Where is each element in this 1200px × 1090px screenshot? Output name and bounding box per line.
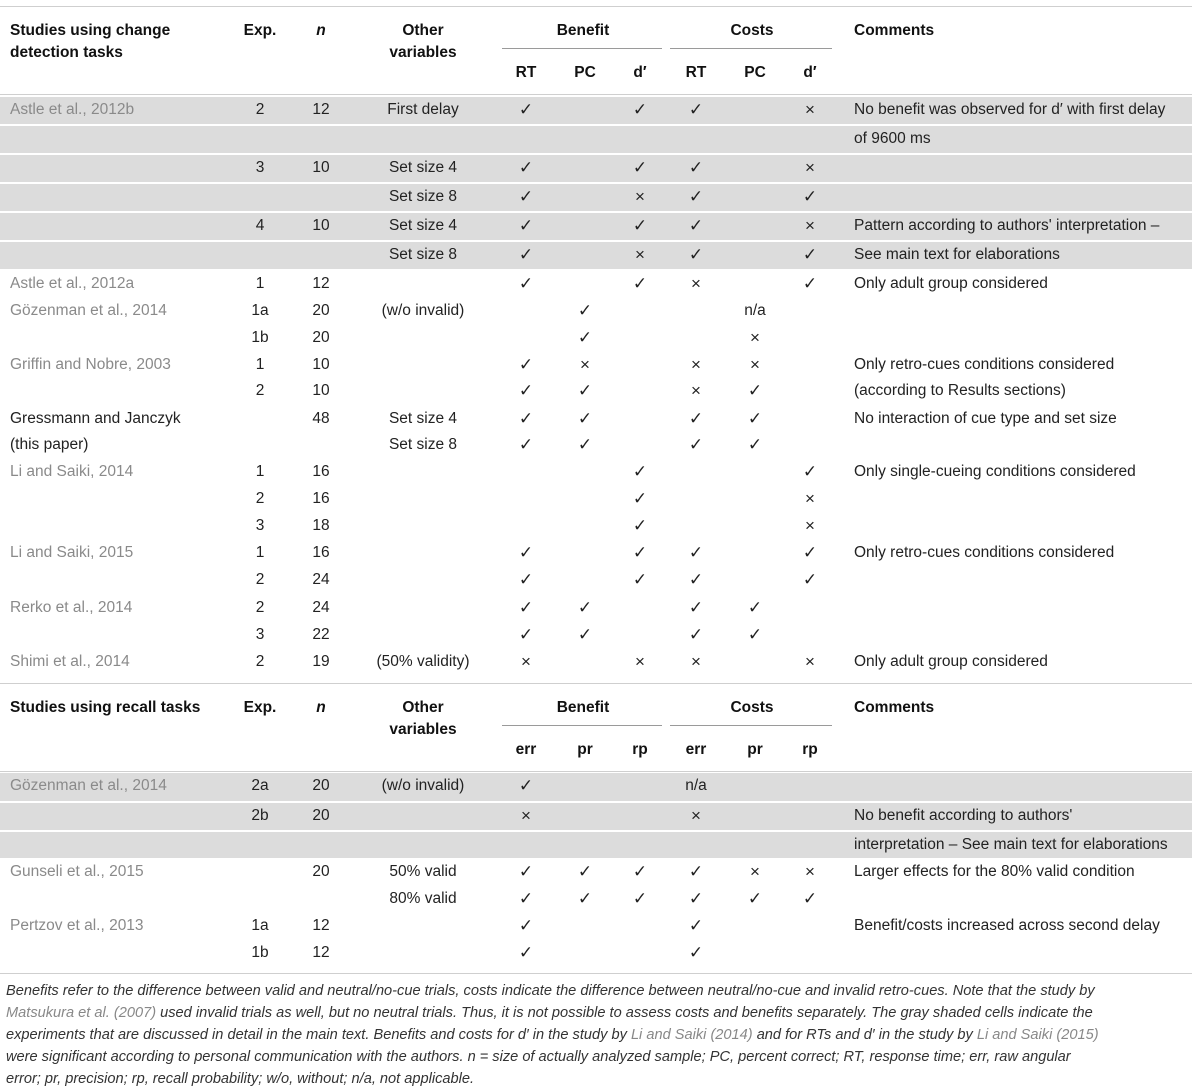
recall-benefit-underline (502, 725, 662, 726)
footnote-text: experiments that are discussed in detail in the main text. Benefits and costs for d′ in the study by (6, 1027, 631, 1043)
check-icon: ✓ (577, 328, 593, 347)
check-icon: ✓ (632, 462, 648, 481)
check-icon: ✓ (518, 381, 534, 400)
check-icon: ✓ (688, 409, 704, 428)
footnote-text: were significant according to personal communication with the authors. n = size of actually analyzed sample; PC, percent correct; RT, response time; err, raw angular (6, 1049, 1071, 1065)
check-icon: ✓ (802, 543, 818, 562)
cd-cell-n: 10 (312, 382, 330, 399)
cd-cell-other: Set size 8 (388, 246, 458, 263)
cross-icon: × (805, 862, 815, 881)
check-icon: ✓ (747, 598, 763, 617)
recall-cell-exp: 2a (251, 777, 269, 794)
cd-costs-underline (670, 48, 832, 49)
recall-subheader-2: rp (632, 741, 648, 758)
cd-cell-comment: No interaction of cue type and set size (854, 410, 1117, 427)
citation-link[interactable]: Matsukura et al. (2007) (6, 1005, 157, 1021)
cross-icon: × (750, 328, 760, 347)
cd-cell-exp: 1b (251, 329, 269, 346)
check-icon: ✓ (518, 158, 534, 177)
check-icon: ✓ (518, 598, 534, 617)
cd-cell-other: (50% validity) (376, 653, 470, 670)
cross-icon: × (635, 245, 645, 264)
table-footnote (6, 980, 1192, 1090)
cross-icon: × (635, 187, 645, 206)
check-icon: ✓ (632, 216, 648, 235)
cross-icon: × (691, 652, 701, 671)
cd-cell-comment: Only adult group considered (854, 275, 1048, 292)
cd-top-rule (0, 6, 1192, 7)
check-icon: ✓ (747, 435, 763, 454)
check-icon: ✓ (688, 543, 704, 562)
cd-cell-comment: Pattern according to authors' interpretation – (854, 217, 1160, 234)
cd-cell-other: Set size 8 (388, 188, 458, 205)
recall-header-exp: Exp. (243, 699, 277, 716)
cd-cell-n: 16 (312, 463, 330, 480)
cd-cell-comment: Only retro-cues conditions considered (854, 544, 1115, 561)
check-icon: ✓ (688, 216, 704, 235)
recall-subheader-5: rp (802, 741, 818, 758)
cross-icon: × (750, 355, 760, 374)
recall-cell-n: 12 (312, 944, 330, 961)
check-icon: ✓ (577, 889, 593, 908)
check-icon: ✓ (518, 943, 534, 962)
check-icon: ✓ (577, 435, 593, 454)
cd-cell-other: Set size 8 (388, 436, 458, 453)
recall-cell-exp: 1b (251, 944, 269, 961)
recall-costs-underline (670, 725, 832, 726)
cd-cell-study: Li and Saiki, 2015 (10, 544, 134, 561)
cross-icon: × (805, 489, 815, 508)
check-icon: ✓ (518, 187, 534, 206)
cd-cell-n: 22 (312, 626, 330, 643)
check-icon: ✓ (577, 598, 593, 617)
cross-icon: × (805, 100, 815, 119)
recall-cell-n: 20 (312, 777, 330, 794)
recall-cell-comment: No benefit according to authors' (854, 807, 1073, 824)
cd-cell-comment: No benefit was observed for d′ with first delay (854, 101, 1166, 118)
cd-cell-exp: 2 (255, 599, 265, 616)
cd-header-benefit: Benefit (556, 22, 610, 39)
cd-cell-exp: 1 (255, 544, 265, 561)
cd-cell-comment: Only retro-cues conditions considered (854, 356, 1115, 373)
cd-cell-study: Gressmann and Janczyk (10, 410, 181, 427)
cd-subheader-2: d′ (633, 64, 647, 81)
check-icon: ✓ (518, 889, 534, 908)
recall-cell-exp: 1a (251, 917, 269, 934)
cd-cell-exp: 1 (255, 356, 265, 373)
recall-header-costs: Costs (730, 699, 774, 716)
cd-subheader-5: d′ (803, 64, 817, 81)
cd-cell-n: 19 (312, 653, 330, 670)
cd-cell-exp: 3 (255, 517, 265, 534)
check-icon: ✓ (688, 570, 704, 589)
recall-shaded-row (0, 773, 1192, 801)
recall-header-n: n (316, 699, 326, 716)
cd-cell-n: 10 (312, 356, 330, 373)
check-icon: ✓ (632, 274, 648, 293)
cd-cell-study: Astle et al., 2012b (10, 101, 135, 118)
cd-header-exp: Exp. (243, 22, 277, 39)
table-bottom-rule (0, 973, 1192, 974)
recall-subheader-3: err (685, 741, 707, 758)
check-icon: ✓ (632, 862, 648, 881)
recall-top-rule (0, 683, 1192, 684)
check-icon: ✓ (518, 409, 534, 428)
check-icon: ✓ (688, 187, 704, 206)
check-icon: ✓ (688, 862, 704, 881)
check-icon: ✓ (632, 889, 648, 908)
cd-cell-study: Rerko et al., 2014 (10, 599, 133, 616)
cd-cell-exp: 1 (255, 463, 265, 480)
recall-header-comments: Comments (854, 699, 935, 716)
check-icon: ✓ (688, 100, 704, 119)
cd-header-comments: Comments (854, 22, 935, 39)
check-icon: ✓ (518, 570, 534, 589)
cd-cell-exp: 4 (255, 217, 265, 234)
cd-cell-na: n/a (744, 302, 766, 319)
cd-cell-n: 10 (312, 217, 330, 234)
cd-cell-comment: (according to Results sections) (854, 382, 1066, 399)
cross-icon: × (691, 806, 701, 825)
recall-cell-n: 12 (312, 917, 330, 934)
cross-icon: × (805, 652, 815, 671)
check-icon: ✓ (518, 355, 534, 374)
cd-subheader-3: RT (685, 64, 707, 81)
cd-cell-exp: 1a (251, 302, 269, 319)
cd-cell-comment: of 9600 ms (854, 130, 931, 147)
citation-link[interactable]: Li and Saiki (2014) (630, 1027, 753, 1043)
cd-cell-n: 24 (312, 571, 330, 588)
cross-icon: × (805, 516, 815, 535)
recall-cell-n: 20 (312, 807, 330, 824)
check-icon: ✓ (518, 916, 534, 935)
recall-cell-comment: Benefit/costs increased across second delay (854, 917, 1160, 934)
recall-cell-n: 20 (312, 863, 330, 880)
recall-cell-comment: Larger effects for the 80% valid condition (854, 863, 1135, 880)
cd-cell-other: (w/o invalid) (381, 302, 465, 319)
cd-cell-comment: Only single-cueing conditions considered (854, 463, 1136, 480)
check-icon: ✓ (518, 216, 534, 235)
recall-subheader-4: pr (747, 741, 763, 758)
check-icon: ✓ (802, 889, 818, 908)
cd-cell-study: Griffin and Nobre, 2003 (10, 356, 171, 373)
cd-cell-exp: 1 (255, 275, 265, 292)
cd-cell-study: Shimi et al., 2014 (10, 653, 130, 670)
cd-cell-n: 16 (312, 544, 330, 561)
check-icon: ✓ (577, 381, 593, 400)
check-icon: ✓ (632, 516, 648, 535)
recall-header-other: Other variables (389, 699, 457, 738)
recall-subheader-0: err (515, 741, 537, 758)
check-icon: ✓ (632, 543, 648, 562)
cross-icon: × (580, 355, 590, 374)
check-icon: ✓ (518, 543, 534, 562)
cd-shaded-row (0, 155, 1192, 182)
cd-cell-n: 12 (312, 275, 330, 292)
cd-cell-study: (this paper) (10, 436, 89, 453)
check-icon: ✓ (577, 625, 593, 644)
cd-cell-other: Set size 4 (388, 410, 458, 427)
cd-cell-exp: 2 (255, 101, 265, 118)
cd-benefit-underline (502, 48, 662, 49)
cd-subheader-4: PC (744, 64, 766, 81)
cross-icon: × (691, 274, 701, 293)
check-icon: ✓ (688, 889, 704, 908)
check-icon: ✓ (518, 100, 534, 119)
cd-cell-study: Li and Saiki, 2014 (10, 463, 134, 480)
cross-icon: × (805, 158, 815, 177)
recall-header-rule (0, 771, 1192, 772)
check-icon: ✓ (518, 435, 534, 454)
check-icon: ✓ (802, 245, 818, 264)
cd-cell-n: 24 (312, 599, 330, 616)
cd-cell-exp: 2 (255, 653, 265, 670)
cross-icon: × (691, 381, 701, 400)
check-icon: ✓ (802, 570, 818, 589)
cd-cell-other: Set size 4 (388, 159, 458, 176)
check-icon: ✓ (747, 381, 763, 400)
check-icon: ✓ (802, 274, 818, 293)
cd-subheader-0: RT (515, 64, 537, 81)
check-icon: ✓ (688, 598, 704, 617)
cd-cell-exp: 3 (255, 159, 265, 176)
check-icon: ✓ (747, 889, 763, 908)
check-icon: ✓ (577, 301, 593, 320)
check-icon: ✓ (802, 187, 818, 206)
cd-cell-n: 10 (312, 159, 330, 176)
recall-cell-study: Pertzov et al., 2013 (10, 917, 144, 934)
cd-cell-n: 20 (312, 302, 330, 319)
recall-cell-study: Gunseli et al., 2015 (10, 863, 144, 880)
check-icon: ✓ (632, 100, 648, 119)
cd-header-other: Other variables (389, 22, 457, 61)
footnote-text: Benefits refer to the difference between valid and neutral/no-cue trials, costs indicate the difference between neutral/no-cue and invalid retro-cues. Note that the study by (6, 983, 1095, 999)
recall-subheader-1: pr (577, 741, 593, 758)
cd-cell-n: 20 (312, 329, 330, 346)
cd-header-costs: Costs (730, 22, 774, 39)
citation-link[interactable]: Li and Saiki (2015) (976, 1027, 1099, 1043)
footnote-text: error; pr, precision; rp, recall probability; w/o, without; n/a, not applicable. (6, 1071, 475, 1087)
cross-icon: × (521, 652, 531, 671)
cd-cell-exp: 2 (255, 382, 265, 399)
check-icon: ✓ (688, 158, 704, 177)
cd-cell-comment: Only adult group considered (854, 653, 1048, 670)
check-icon: ✓ (518, 245, 534, 264)
recall-cell-other: (w/o invalid) (381, 777, 465, 794)
cd-shaded-row (0, 126, 1192, 153)
footnote-text: used invalid trials as well, but no neutral trials. Thus, it is not possible to assess costs and benefits separately. The gray shaded cells indicate the (156, 1005, 1093, 1021)
cd-cell-study: Gözenman et al., 2014 (10, 302, 167, 319)
recall-cell-comment: interpretation – See main text for elaborations (854, 836, 1168, 853)
check-icon: ✓ (518, 862, 534, 881)
cd-header-study: Studies using change detection tasks (10, 22, 171, 61)
cd-cell-exp: 2 (255, 571, 265, 588)
recall-cell-other: 80% valid (389, 890, 457, 907)
check-icon: ✓ (518, 776, 534, 795)
check-icon: ✓ (688, 943, 704, 962)
cd-cell-comment: See main text for elaborations (854, 246, 1060, 263)
cd-cell-n: 48 (312, 410, 330, 427)
recall-header-study: Studies using recall tasks (10, 699, 201, 716)
check-icon: ✓ (688, 916, 704, 935)
cross-icon: × (521, 806, 531, 825)
recall-cell-other: 50% valid (389, 863, 457, 880)
cross-icon: × (750, 862, 760, 881)
check-icon: ✓ (518, 274, 534, 293)
cd-cell-n: 12 (312, 101, 330, 118)
cd-header-n: n (316, 22, 326, 39)
check-icon: ✓ (688, 435, 704, 454)
recall-header-benefit: Benefit (556, 699, 610, 716)
check-icon: ✓ (518, 625, 534, 644)
cd-cell-n: 16 (312, 490, 330, 507)
check-icon: ✓ (632, 489, 648, 508)
recall-cell-na: n/a (685, 777, 707, 794)
cd-cell-study: Astle et al., 2012a (10, 275, 135, 292)
cross-icon: × (691, 355, 701, 374)
check-icon: ✓ (747, 409, 763, 428)
check-icon: ✓ (577, 862, 593, 881)
cd-cell-n: 18 (312, 517, 330, 534)
cd-cell-exp: 3 (255, 626, 265, 643)
cd-cell-other: First delay (387, 101, 459, 118)
check-icon: ✓ (802, 462, 818, 481)
check-icon: ✓ (688, 245, 704, 264)
cross-icon: × (805, 216, 815, 235)
cd-header-rule (0, 94, 1192, 95)
cross-icon: × (635, 652, 645, 671)
check-icon: ✓ (688, 625, 704, 644)
check-icon: ✓ (632, 570, 648, 589)
recall-cell-study: Gözenman et al., 2014 (10, 777, 167, 794)
cd-cell-other: Set size 4 (388, 217, 458, 234)
cd-cell-exp: 2 (255, 490, 265, 507)
check-icon: ✓ (632, 158, 648, 177)
footnote-text: and for RTs and d′ in the study by (752, 1027, 977, 1043)
cd-shaded-row (0, 184, 1192, 211)
cd-subheader-1: PC (574, 64, 596, 81)
check-icon: ✓ (577, 409, 593, 428)
recall-cell-exp: 2b (251, 807, 269, 824)
check-icon: ✓ (747, 625, 763, 644)
